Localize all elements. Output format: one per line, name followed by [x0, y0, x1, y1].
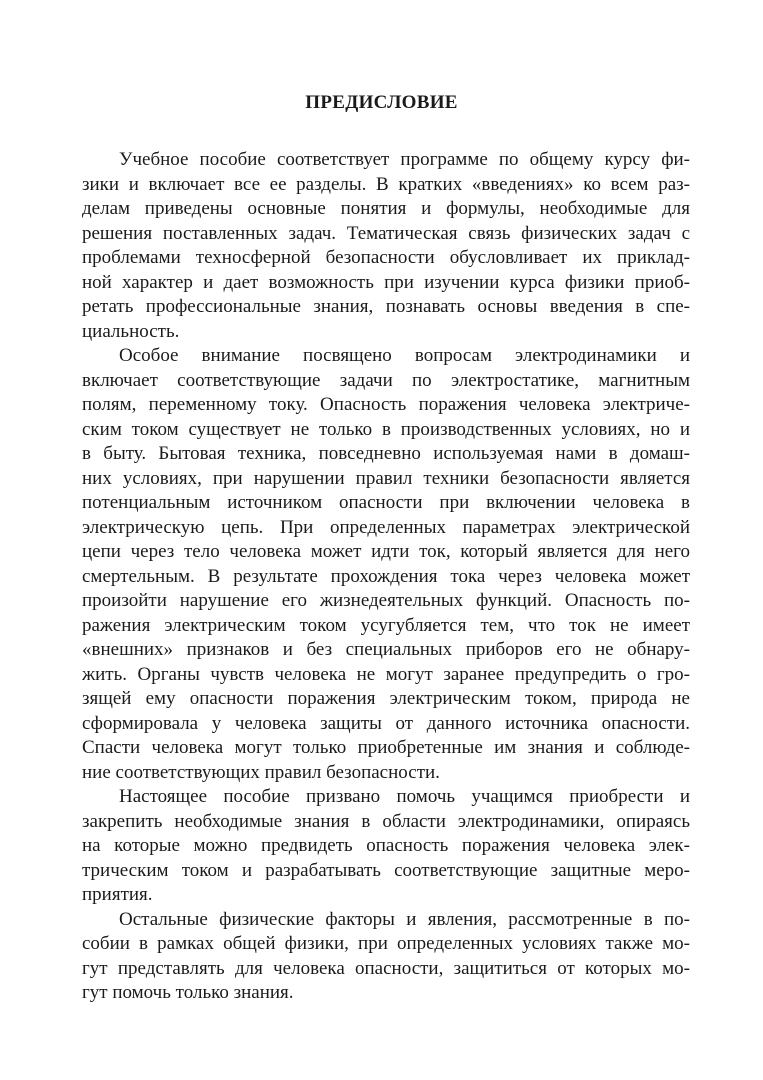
- text-line: сформировала у человека защиты от данного источника опасности.: [82, 712, 690, 734]
- text-line: смертельным. В результате прохождения тока через человека может: [82, 565, 690, 587]
- text-line: ражения электрическим током усугубляется тем, что ток не имеет: [82, 614, 690, 636]
- text-line: «внешних» признаков и без специальных приборов его не обнару-: [82, 639, 690, 660]
- paragraph-3: [82, 785, 690, 908]
- text-line: собии в рамках общей физики, при определенных условиях также мо-: [82, 933, 690, 954]
- text-line: проблемами техносферной безопасности обусловливает их приклад-: [82, 247, 690, 268]
- text-line: произойти нарушение его жизнедеятельных функций. Опасность по-: [82, 590, 690, 611]
- text-line: Учебное пособие соответствует программе по общему курсу фи-: [119, 149, 690, 170]
- text-line: ной характер и дает возможность при изучении курса физики приоб-: [82, 271, 690, 293]
- text-line: Настоящее пособие призвано помочь учащимся приобрести и: [119, 786, 690, 807]
- text-line: трическим током и разрабатывать соответствующие защитные меро-: [82, 859, 690, 881]
- text-line: цепи через тело человека может идти ток, который является для него: [82, 541, 690, 562]
- paragraph-2: [82, 344, 690, 785]
- text-line: на которые можно предвидеть опасность поражения человека элек-: [82, 835, 690, 856]
- text-line: делам приведены основные понятия и формулы, необходимые для: [82, 198, 690, 219]
- text-line: приятия.: [82, 884, 153, 905]
- text-line: жить. Органы чувств человека не могут заранее предупредить о гро-: [82, 663, 690, 685]
- text-line: ретать профессиональные знания, познавать основы введения в спе-: [82, 296, 690, 317]
- text-line: гут представлять для человека опасности, защититься от которых мо-: [82, 957, 690, 979]
- text-line: зящей ему опасности поражения электрическим током, природа не: [82, 688, 690, 709]
- text-line: ние соответствующих правил безопасности.: [82, 761, 440, 783]
- text-line: включает соответствующие задачи по электростатике, магнитным: [82, 369, 690, 391]
- paragraph-1: [82, 148, 690, 344]
- page-title: ПРЕДИСЛОВИЕ: [305, 92, 458, 113]
- text-line: зики и включает все ее разделы. В кратких «введениях» ко всем раз-: [82, 173, 690, 195]
- text-line: гут помочь только знания.: [82, 982, 294, 1003]
- document-body: [82, 148, 690, 1006]
- text-line: них условиях, при нарушении правил техники безопасности является: [82, 467, 690, 489]
- text-line: циальность.: [82, 320, 180, 342]
- text-line: ским током существует не только в производственных условиях, но и: [82, 418, 690, 440]
- paragraph-4: [82, 908, 690, 1006]
- text-line: закрепить необходимые знания в области электродинамики, опираясь: [82, 810, 690, 832]
- text-line: электрическую цепь. При определенных параметрах электрической: [82, 516, 690, 538]
- text-line: решения поставленных задач. Тематическая связь физических задач с: [82, 222, 690, 244]
- text-line: Спасти человека могут только приобретенные им знания и соблюде-: [82, 737, 690, 758]
- text-line: потенциальным источником опасности при включении человека в: [82, 492, 690, 513]
- text-line: полям, переменному току. Опасность поражения человека электриче-: [82, 394, 690, 415]
- text-line: Особое внимание посвящено вопросам электродинамики и: [119, 345, 690, 366]
- text-line: в быту. Бытовая техника, повседневно используемая нами в домаш-: [82, 443, 690, 464]
- text-line: Остальные физические факторы и явления, рассмотренные в по-: [119, 908, 690, 930]
